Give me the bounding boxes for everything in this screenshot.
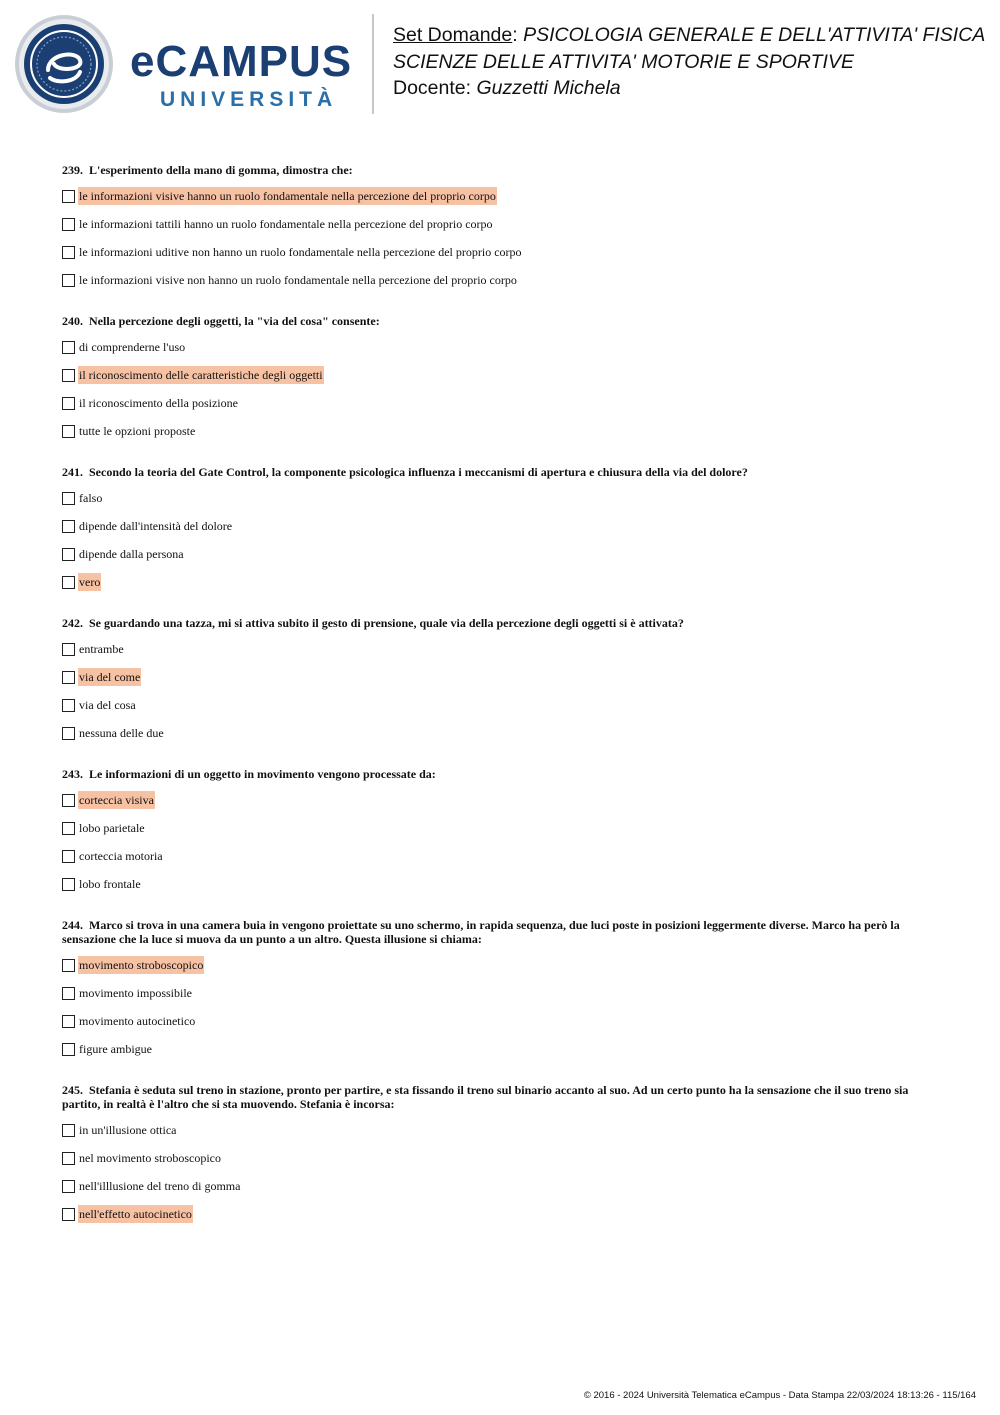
- question-242: [62, 616, 942, 747]
- answer-option[interactable]: [62, 951, 942, 979]
- correct-answer-text: movimento stroboscopico: [79, 958, 204, 972]
- answer-option[interactable]: [62, 512, 942, 540]
- set-separator: :: [512, 24, 518, 46]
- question-243: [62, 767, 942, 898]
- answer-checkbox[interactable]: [62, 822, 75, 835]
- answer-checkbox[interactable]: [62, 1124, 75, 1137]
- answer-option[interactable]: [62, 663, 942, 691]
- answer-option[interactable]: [62, 870, 942, 898]
- answer-text: dipende dalla persona: [79, 547, 184, 561]
- answer-checkbox[interactable]: [62, 850, 75, 863]
- answer-option[interactable]: [62, 1007, 942, 1035]
- answer-text: entrambe: [79, 642, 124, 656]
- answer-option[interactable]: [62, 691, 942, 719]
- course-title: PSICOLOGIA GENERALE E DELL'ATTIVITA' FISICA: [523, 24, 986, 46]
- set-label: Set Domande: [393, 24, 513, 46]
- ecampus-seal-logo: [14, 14, 114, 114]
- answer-option[interactable]: [62, 786, 942, 814]
- header-divider: [372, 14, 374, 114]
- question-244: [62, 918, 942, 1063]
- answer-option[interactable]: [62, 814, 942, 842]
- answer-text: nell'illlusione del treno di gomma: [79, 1179, 241, 1193]
- correct-answer-text: corteccia visiva: [79, 793, 154, 807]
- question-text: Se guardando una tazza, mi si attiva subito il gesto di prensione, quale via della percezione degli oggetti si è attivata?: [89, 616, 684, 630]
- answer-text: le informazioni visive non hanno un ruolo fondamentale nella percezione del proprio corpo: [79, 273, 517, 287]
- answer-checkbox[interactable]: [62, 987, 75, 1000]
- answer-option[interactable]: [62, 484, 942, 512]
- question-240: [62, 314, 942, 445]
- answer-text: lobo parietale: [79, 821, 145, 835]
- question-title: [62, 163, 942, 177]
- correct-answer-text: nell'effetto autocinetico: [79, 1207, 192, 1221]
- answer-option[interactable]: [62, 1172, 942, 1200]
- answer-option[interactable]: [62, 266, 942, 294]
- answer-checkbox[interactable]: [62, 190, 75, 203]
- question-text: Marco si trova in una camera buia in vengono proiettate su uno schermo, in rapida sequenza, due luci poste in posizioni leggermente diverse. Marco ha però la sensazione che la luce si muova da un punto a un altro. Questa illusione si chiama:: [62, 918, 900, 946]
- answer-checkbox[interactable]: [62, 576, 75, 589]
- answer-checkbox[interactable]: [62, 218, 75, 231]
- question-text: Le informazioni di un oggetto in movimento vengono processate da:: [89, 767, 436, 781]
- answer-text: figure ambigue: [79, 1042, 152, 1056]
- answer-text: in un'illusione ottica: [79, 1123, 177, 1137]
- answer-checkbox[interactable]: [62, 1208, 75, 1221]
- answer-option[interactable]: [62, 719, 942, 747]
- answer-checkbox[interactable]: [62, 492, 75, 505]
- answer-option[interactable]: [62, 389, 942, 417]
- answer-text: nel movimento stroboscopico: [79, 1151, 221, 1165]
- answer-checkbox[interactable]: [62, 246, 75, 259]
- answer-text: il riconoscimento della posizione: [79, 396, 238, 410]
- answer-text: nessuna delle due: [79, 726, 164, 740]
- answer-text: dipende dall'intensità del dolore: [79, 519, 233, 533]
- page-header: [0, 0, 1000, 130]
- set-line: [393, 22, 985, 49]
- course-subtitle: SCIENZE DELLE ATTIVITA' MOTORIE E SPORTIVE: [393, 50, 854, 73]
- correct-answer-text: il riconoscimento delle caratteristiche degli oggetti: [79, 368, 323, 382]
- question-title: [62, 616, 942, 630]
- question-number: 240.: [62, 314, 83, 328]
- answer-checkbox[interactable]: [62, 959, 75, 972]
- answer-text: corteccia motoria: [79, 849, 163, 863]
- answer-option[interactable]: [62, 238, 942, 266]
- answer-text: movimento impossibile: [79, 986, 192, 1000]
- answer-option[interactable]: [62, 417, 942, 445]
- answer-checkbox[interactable]: [62, 369, 75, 382]
- answer-option[interactable]: [62, 361, 942, 389]
- answer-option[interactable]: [62, 182, 942, 210]
- answer-text: movimento autocinetico: [79, 1014, 196, 1028]
- correct-answer-text: via del come: [79, 670, 141, 684]
- answer-checkbox[interactable]: [62, 699, 75, 712]
- answer-checkbox[interactable]: [62, 341, 75, 354]
- answer-text: via del cosa: [79, 698, 136, 712]
- question-text: Stefania è seduta sul treno in stazione, pronto per partire, e sta fissando il treno sul binario accanto al suo. Ad un certo punto ha la sensazione che il suo treno sia partito, in realtà è l'altro che si sta muovendo. Stefania è incorsa:: [62, 1083, 909, 1111]
- answer-checkbox[interactable]: [62, 548, 75, 561]
- answer-checkbox[interactable]: [62, 425, 75, 438]
- answer-text: falso: [79, 491, 103, 505]
- question-241: [62, 465, 942, 596]
- answer-checkbox[interactable]: [62, 1043, 75, 1056]
- answer-option[interactable]: [62, 1116, 942, 1144]
- question-title: [62, 314, 942, 328]
- docente-label: Docente:: [393, 77, 472, 99]
- answer-option[interactable]: [62, 568, 942, 596]
- answer-checkbox[interactable]: [62, 1152, 75, 1165]
- answer-checkbox[interactable]: [62, 671, 75, 684]
- question-239: [62, 163, 942, 294]
- answer-option[interactable]: [62, 979, 942, 1007]
- docente-name: Guzzetti Michela: [476, 77, 621, 99]
- answer-option[interactable]: [62, 1200, 942, 1228]
- correct-answer-text: vero: [79, 575, 101, 589]
- answer-option[interactable]: [62, 333, 942, 361]
- answer-checkbox[interactable]: [62, 794, 75, 807]
- answer-checkbox[interactable]: [62, 878, 75, 891]
- course-subtitle-line: [393, 49, 985, 76]
- answer-checkbox[interactable]: [62, 1015, 75, 1028]
- answer-text: di comprenderne l'uso: [79, 340, 186, 354]
- question-text: L'esperimento della mano di gomma, dimostra che:: [89, 163, 353, 177]
- answer-text: le informazioni uditive non hanno un ruolo fondamentale nella percezione del proprio corpo: [79, 245, 522, 259]
- question-list: [62, 163, 942, 1248]
- answer-text: tutte le opzioni proposte: [79, 424, 196, 438]
- answer-option[interactable]: [62, 1144, 942, 1172]
- answer-option[interactable]: [62, 540, 942, 568]
- correct-answer-text: le informazioni visive hanno un ruolo fondamentale nella percezione del proprio corpo: [79, 189, 496, 203]
- question-text: Secondo la teoria del Gate Control, la componente psicologica influenza i meccanismi di apertura e chiusura della via del dolore?: [89, 465, 748, 479]
- question-number: 244.: [62, 918, 83, 932]
- question-245: [62, 1083, 942, 1228]
- answer-checkbox[interactable]: [62, 520, 75, 533]
- answer-checkbox[interactable]: [62, 274, 75, 287]
- question-number: 245.: [62, 1083, 83, 1097]
- question-number: 242.: [62, 616, 83, 630]
- question-title: [62, 918, 942, 946]
- question-number: 239.: [62, 163, 83, 177]
- question-number: 243.: [62, 767, 83, 781]
- brand-subtitle: UNIVERSITÀ: [160, 88, 338, 111]
- answer-checkbox[interactable]: [62, 727, 75, 740]
- question-number: 241.: [62, 465, 83, 479]
- answer-text: le informazioni tattili hanno un ruolo fondamentale nella percezione del proprio corpo: [79, 217, 493, 231]
- question-title: [62, 465, 942, 479]
- answer-option[interactable]: [62, 210, 942, 238]
- answer-option[interactable]: [62, 635, 942, 663]
- answer-checkbox[interactable]: [62, 1180, 75, 1193]
- brand-name: eCAMPUS: [130, 37, 353, 86]
- answer-checkbox[interactable]: [62, 643, 75, 656]
- page-footer: © 2016 - 2024 Università Telematica eCampus - Data Stampa 22/03/2024 18:13:26 - 115/164: [583, 1390, 976, 1401]
- answer-checkbox[interactable]: [62, 397, 75, 410]
- answer-option[interactable]: [62, 1035, 942, 1063]
- question-title: [62, 1083, 942, 1111]
- question-title: [62, 767, 942, 781]
- answer-text: lobo frontale: [79, 877, 141, 891]
- question-text: Nella percezione degli oggetti, la "via del cosa" consente:: [89, 314, 380, 328]
- docente-line: [393, 75, 985, 102]
- header-info: [393, 22, 985, 102]
- answer-option[interactable]: [62, 842, 942, 870]
